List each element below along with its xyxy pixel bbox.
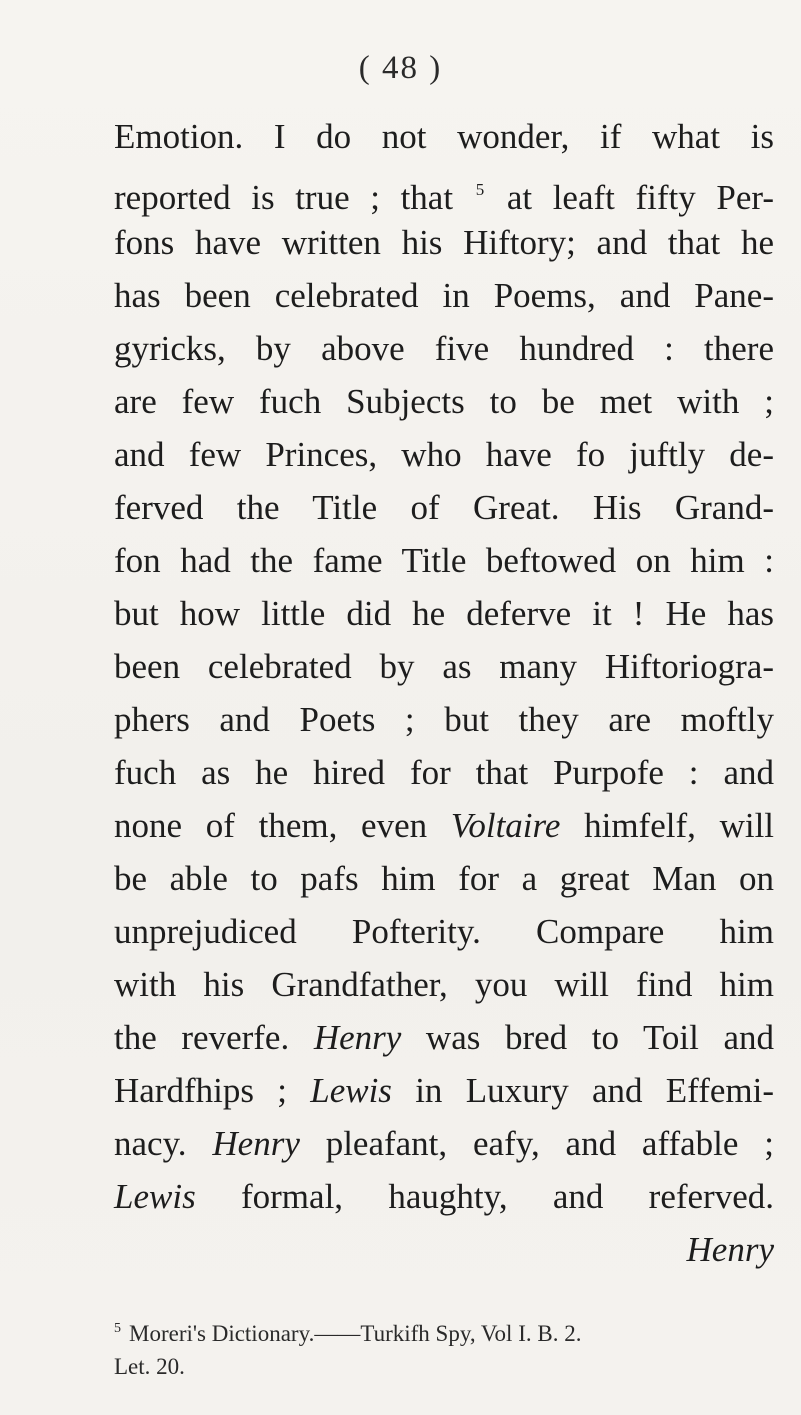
text-line [114, 905, 774, 958]
text-line [114, 269, 774, 322]
catchword: Henry [686, 1230, 774, 1269]
text-line [114, 163, 774, 216]
footnote-line [114, 1312, 774, 1350]
line-fragment: formal, haughty, and referved. [241, 1177, 775, 1216]
text-line [114, 322, 774, 375]
text-line [114, 481, 774, 534]
line-text: has been celebrated in Poems, and Pane- [114, 276, 774, 315]
text-line [114, 534, 774, 587]
line-fragment: Hardfhips ; [114, 1071, 287, 1110]
line-text: fon had the fame Title beftowed on him : [114, 541, 774, 580]
italic-name: Henry [212, 1124, 300, 1163]
footnote [114, 1312, 774, 1383]
line-text: be able to pafs him for a great Man on [114, 859, 774, 898]
text-line [114, 428, 774, 481]
italic-name: Voltaire [450, 806, 561, 845]
line-fragment: himfelf, will [584, 806, 775, 845]
line-fragment: the reverfe. [114, 1018, 290, 1057]
text-line [114, 375, 774, 428]
line-fragment: none of them, even [114, 806, 428, 845]
line-text: and few Princes, who have fo juftly de- [114, 435, 774, 474]
text-line [114, 958, 774, 1011]
line-fragment: reported is true ; that [114, 178, 454, 217]
italic-name: Lewis [114, 1177, 196, 1216]
footnote-text: Moreri's Dictionary.——Turkifh Spy, Vol I. B. 2. [129, 1321, 582, 1346]
text-line [114, 216, 774, 269]
line-text [114, 1117, 774, 1170]
text-line [114, 110, 774, 163]
line-text: unprejudiced Pofterity. Compare him [114, 912, 774, 951]
text-line [114, 799, 774, 852]
line-text: been celebrated by as many Hiftoriogra- [114, 647, 774, 686]
line-text: gyricks, by above five hundred : there [114, 329, 774, 368]
line-text: Emotion. I do not wonder, if what is [114, 117, 774, 156]
text-line [114, 1117, 774, 1170]
page-number: ( 48 ) [358, 50, 443, 86]
body-text [114, 110, 774, 1276]
footnote-mark: 5 [114, 1321, 121, 1336]
text-line [114, 640, 774, 693]
line-fragment: at leaft fifty Per- [506, 178, 774, 217]
line-fragment: in Luxury and Effemi- [415, 1071, 774, 1110]
line-text: with his Grandfather, you will find him [114, 965, 774, 1004]
line-text: fons have written his Hiftory; and that he [114, 223, 774, 262]
line-text: fuch as he hired for that Purpofe : and [114, 753, 774, 792]
line-text [114, 163, 774, 216]
line-fragment: nacy. [114, 1124, 187, 1163]
text-line [114, 852, 774, 905]
italic-name: Henry [313, 1018, 402, 1057]
line-text: ferved the Title of Great. His Grand- [114, 488, 774, 527]
line-text [114, 1170, 774, 1223]
line-text [114, 1064, 774, 1117]
line-fragment: pleafant, eafy, and affable ; [325, 1124, 774, 1163]
line-text [114, 799, 774, 852]
text-line [114, 1064, 774, 1117]
line-text: phers and Poets ; but they are moftly [114, 700, 774, 739]
line-text: but how little did he deferve it ! He has [114, 594, 774, 633]
footnote-line: Let. 20. [114, 1354, 185, 1379]
footnote-reference: 5 [475, 180, 485, 199]
text-line [114, 1011, 774, 1064]
line-text [114, 1011, 774, 1064]
text-line [114, 1170, 774, 1223]
text-line [114, 746, 774, 799]
text-line [114, 587, 774, 640]
line-text: are few fuch Subjects to be met with ; [114, 382, 774, 421]
line-fragment: was bred to Toil and [425, 1018, 775, 1057]
catchword-line [114, 1223, 774, 1276]
text-line [114, 693, 774, 746]
italic-name: Lewis [310, 1071, 392, 1110]
